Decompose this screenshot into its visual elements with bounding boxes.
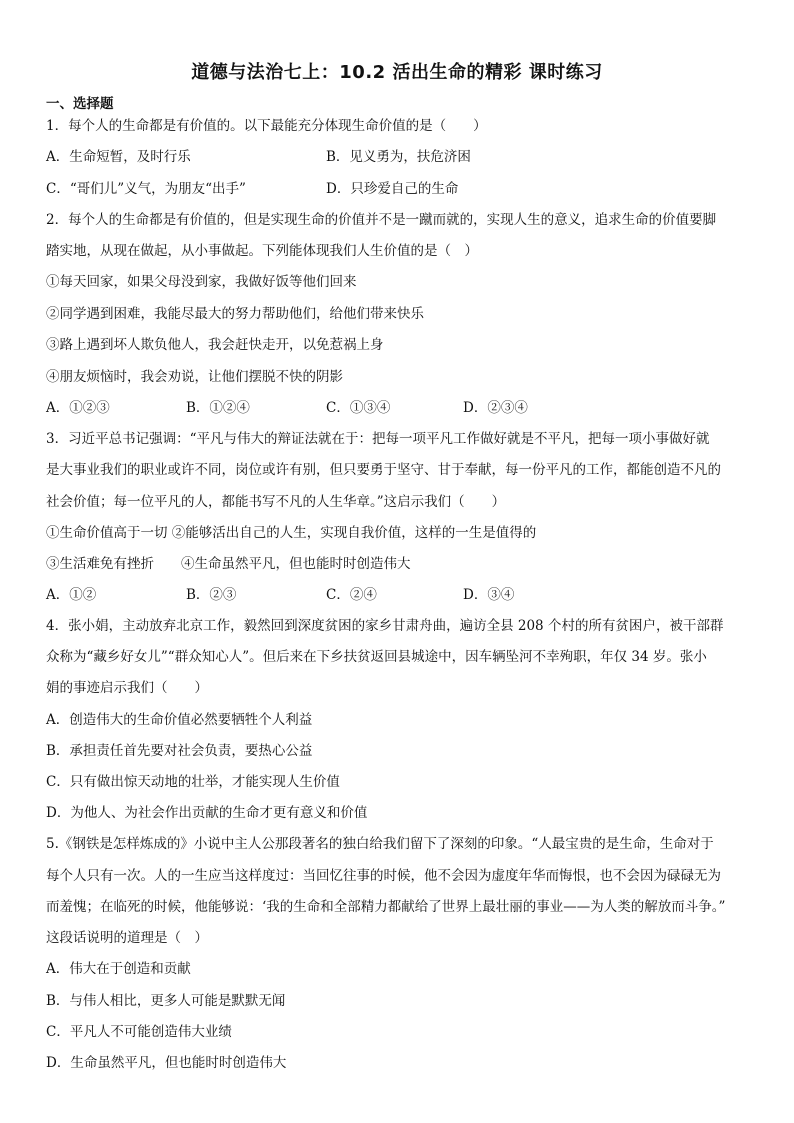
q5-stem-line1: 5.《钢铁是怎样炼成的》小说中主人公那段著名的独白给我们留下了深刻的印象。“人最宝贵的是生命，生命对于 [46, 836, 714, 852]
q2-option-b[interactable]: B．①②④ [186, 400, 250, 416]
q4-option-c[interactable]: C．只有做出惊天动地的壮举，才能实现人生价值 [46, 774, 340, 790]
q1-option-d[interactable]: D．只珍爱自己的生命 [326, 181, 459, 197]
q3-option-a[interactable]: A．①② [46, 587, 97, 603]
q4-stem-line1: 4．张小娟，主动放弃北京工作，毅然回到深度贫困的家乡甘肃舟曲，遍访全县 208 个村的所有贫困户，被干部群 [46, 618, 724, 634]
q5-stem-line2: 每个人只有一次。人的一生应当这样度过：当回忆往事的时候，他不会因为虚度年华而悔恨，也不会因为碌碌无为 [46, 868, 721, 884]
q3-stem-line1: 3．习近平总书记强调：“平凡与伟大的辩证法就在于：把每一项平凡工作做好就是不平凡，把每一项小事做好就 [46, 431, 710, 447]
q3-statements-2: ③生活难免有挫折 ④生命虽然平凡，但也能时时创造伟大 [46, 556, 411, 572]
q2-statement-4: ④朋友烦恼时，我会劝说，让他们摆脱不快的阴影 [46, 369, 343, 385]
q2-statement-3: ③路上遇到坏人欺负他人，我会赶快走开，以免惹祸上身 [46, 337, 384, 353]
q3-stem-line2: 是大事业我们的职业或许不同，岗位或许有别，但只要勇于坚守、甘于奉献，每一份平凡的工作，都能创造不凡的 [46, 462, 721, 478]
q5-option-a[interactable]: A．伟大在于创造和贡献 [46, 961, 191, 977]
q2-option-a[interactable]: A．①②③ [46, 400, 110, 416]
q4-option-b[interactable]: B．承担责任首先要对社会负责，要热心公益 [46, 743, 313, 759]
q2-stem-line2: 踏实地，从现在做起，从小事做起。下列能体现我们人生价值的是（ ） [46, 243, 478, 259]
q5-stem-line4: 这段话说明的道理是（ ） [46, 930, 208, 946]
q4-stem-line3: 娟的事迹启示我们（ ） [46, 680, 208, 696]
page-title: 道德与法治七上：10.2 活出生命的精彩 课时练习 [191, 62, 603, 83]
q2-statement-1: ①每天回家，如果父母没到家，我做好饭等他们回来 [46, 274, 357, 290]
q1-option-b[interactable]: B．见义勇为，扶危济困 [326, 149, 471, 165]
q5-option-d[interactable]: D．生命虽然平凡，但也能时时创造伟大 [46, 1055, 287, 1071]
q3-option-c[interactable]: C．②④ [326, 587, 377, 603]
q3-option-b[interactable]: B．②③ [186, 587, 237, 603]
q4-option-d[interactable]: D．为他人、为社会作出贡献的生命才更有意义和价值 [46, 805, 368, 821]
q4-stem-line2: 众称为“藏乡好女儿”“群众知心人”。但后来在下乡扶贫返回县城途中，因车辆坠河不幸殉职，年仅 34 岁。张小 [46, 649, 707, 665]
q5-option-b[interactable]: B．与伟人相比，更多人可能是默默无闻 [46, 993, 286, 1009]
section-heading: 一、选择题 [46, 96, 114, 112]
q2-option-d[interactable]: D．②③④ [463, 400, 528, 416]
q3-option-d[interactable]: D．③④ [463, 587, 515, 603]
q5-option-c[interactable]: C．平凡人不可能创造伟大业绩 [46, 1024, 232, 1040]
q5-stem-line3: 而羞愧；在临死的时候，他能够说：‘我的生命和全部精力都献给了世界上最壮丽的事业——为人类的解放而斗争。” [46, 899, 726, 915]
q1-stem: 1．每个人的生命都是有价值的。以下最能充分体现生命价值的是（ ） [46, 118, 487, 134]
q2-option-c[interactable]: C．①③④ [326, 400, 391, 416]
q3-statements-1: ①生命价值高于一切 ②能够活出自己的人生，实现自我价值，这样的一生是值得的 [46, 525, 537, 541]
q2-statement-2: ②同学遇到困难，我能尽最大的努力帮助他们，给他们带来快乐 [46, 306, 424, 322]
q3-stem-line3: 社会价值；每一位平凡的人，都能书写不凡的人生华章。”这启示我们（ ） [46, 494, 506, 510]
q1-option-a[interactable]: A．生命短暂，及时行乐 [46, 149, 191, 165]
q4-option-a[interactable]: A．创造伟大的生命价值必然要牺牲个人利益 [46, 712, 313, 728]
q2-stem-line1: 2．每个人的生命都是有价值的，但是实现生命的价值并不是一蹴而就的，实现人生的意义，追求生命的价值要脚 [46, 212, 717, 228]
q1-option-c[interactable]: C．“哥们儿”义气，为朋友“出手” [46, 181, 246, 197]
